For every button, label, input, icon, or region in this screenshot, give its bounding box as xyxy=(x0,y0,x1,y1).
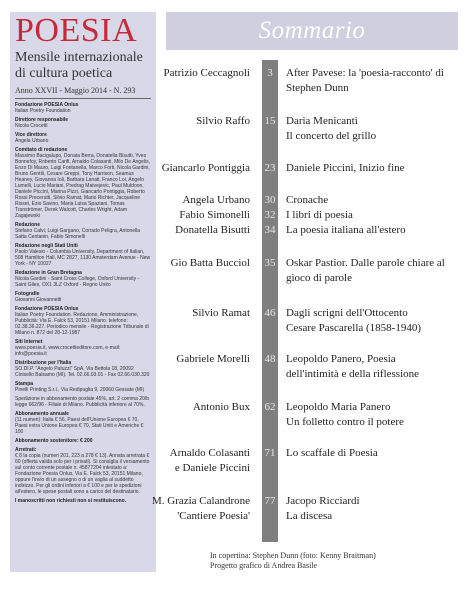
toc-title: Lo scaffale di Poesia xyxy=(286,447,378,459)
toc-page-number: 15 xyxy=(264,115,276,127)
masthead-column xyxy=(10,12,156,572)
masthead-section-title: Siti Internet xyxy=(15,339,43,345)
masthead-section-body: Massimo Bacigalupo, Donata Berra, Donatella Bisutti, Yves Bonnefoy, Roberto Carifi, Arnaldo Colasanti, Milo De Angelis, Enzo Di Mauro, Luigi Fontanella, Marco Forti, Nicola Gardini, Bruno Gentili, Cesare Greppi, Tony Harrison, Seamus Heaney, Giovanna Ioli, Barbara Lanati, Franco Loi, Angelo Lumelli, Lucio Mariani, Predrag Matvejevic, Paul Muldoon, Daniele Piccini, Marina Pizzi, Giancarlo Pontiggia, Roberto Rossi Precerutti, Silvio Ramat, Mario Richter, Jacqueline Risset, Ezio Savino, Maria Luisa Spaziani, Tomas Tranströmer, Derek Walcott, Charles Wright, Adam Zagajewski xyxy=(15,153,150,219)
masthead-section-body: Italian Poetry Foundation. Redazione, Amministrazione, Pubblicità: Via E. Falck 53, 20151 Milano. telefono: 02.38.36.227. Periodico mensile - Registrazione Tribunale di Milano n. 872 del 28-12-1987 xyxy=(15,312,149,336)
masthead-section-body: Nicola Crocetti xyxy=(15,123,48,129)
masthead-section-body: Pinelli Printing S.r.l., Via Redipuglia 9, 20060 Gessate (MI) xyxy=(15,387,145,393)
masthead-section xyxy=(15,339,151,357)
toc-page-number: 46 xyxy=(264,307,276,319)
magazine-logo: POESIA xyxy=(15,12,138,49)
sommario-header xyxy=(166,12,458,50)
masthead-section-title: Fondazione POESIA Onlus xyxy=(15,102,79,108)
masthead-section xyxy=(15,132,151,144)
toc-author: Silvio Ramat xyxy=(192,307,250,319)
masthead-section-body: Nicola Gardini - Saint Cross College, Oxford University - Saint Giles, OX1 3LZ Oxford - Regno Unito xyxy=(15,276,140,288)
masthead-section xyxy=(15,147,151,219)
toc-title: La poesia italiana all'estero xyxy=(286,224,406,236)
masthead-section xyxy=(15,270,151,288)
masthead-section xyxy=(15,243,151,267)
toc-title: Daniele Piccini, Inizio fine xyxy=(286,162,405,174)
issue-info: Anno XXVII - Maggio 2014 - N. 293 xyxy=(15,86,136,95)
masthead-section xyxy=(15,222,151,240)
masthead-section-body: Italian Poetry Foundation xyxy=(15,108,71,114)
toc-page-number: 32 xyxy=(264,209,276,221)
masthead-section-title: Direttore responsabile xyxy=(15,117,69,123)
toc-page-number: 77 xyxy=(264,495,276,507)
masthead-section xyxy=(15,447,151,495)
toc-author: Fabio Simonelli xyxy=(179,209,250,221)
masthead-section-title: Redazione negli Stati Uniti xyxy=(15,243,78,249)
toc-page-number: 3 xyxy=(267,67,273,79)
toc-title: Daria Menicanti Il concerto del grillo xyxy=(286,115,377,142)
masthead-section-title: Redazione in Gran Bretagna xyxy=(15,270,82,276)
masthead-section-body: Paolo Valesio - Columbia University, Department of Italian, 508 Hamilton Hall, MC 2827, 1130 Amsterdam Avenue - New York - NY 10027 xyxy=(15,249,151,267)
masthead-section-body: € 8 la copia (numeri 201, 223 a 278 € 13). Annata arretrata € 60 (offerta valida solo per i privati). Si consiglia il versamento sul conto corrente postale n. 45877204 intestato a: Fondazione Poesia Onlus, Via E. Falck 53, 20151 Milano, oppure l'invio di un assegno o di un vaglia al suddetto indirizzo. Per gli ordini inferiori a € 100 e per le spedizioni all'estero, le spese postali sono a carico del destinatario. xyxy=(15,453,150,495)
masthead-section-title: Distribuzione per l'Italia xyxy=(15,360,72,366)
toc-title: After Pavese: la 'poesia-racconto' di Stephen Dunn xyxy=(286,67,444,94)
toc-author: Arnaldo Colasanti e Daniele Piccini xyxy=(169,447,250,474)
toc-title: Leopoldo Panero, Poesia dell'intimità e della riflessione xyxy=(286,353,420,380)
masthead-section xyxy=(15,381,151,393)
cover-photo-credit: In copertina: Stephen Dunn (foto: Kenny Braitman) xyxy=(210,551,376,560)
masthead-section xyxy=(15,306,151,336)
toc-page-number: 71 xyxy=(264,447,276,459)
toc-title: I libri di poesia xyxy=(286,209,353,221)
toc-page-number: 48 xyxy=(264,353,276,365)
toc-author: Gabriele Morelli xyxy=(176,353,250,365)
masthead-section-body: Angela Urbano xyxy=(15,138,49,144)
page-number-bar xyxy=(262,60,278,542)
masthead-section-body: Spedizione in abbonamento postale 45%, art. 2 comma 20/b legge 662/96 - Filiale di Milano. Pubblicità inferiore al 70%. xyxy=(15,396,149,408)
toc-author: M. Grazia Calandrone 'Cantiere Poesia' xyxy=(151,495,250,522)
masthead-section-title: Redazione xyxy=(15,222,41,228)
masthead-section-title: Arretrati: xyxy=(15,447,37,453)
masthead-section-body: Giovanni Giovannetti xyxy=(15,297,62,303)
toc-title: Cronache xyxy=(286,194,329,206)
masthead-section xyxy=(15,360,151,378)
toc-author: Donatella Bisutti xyxy=(175,224,250,236)
masthead-section xyxy=(15,102,151,114)
masthead-section-body: Stefano Calvi, Luigi Gargano, Corrado Peligra, Antonella Satta Centanin, Fabio Simonelli xyxy=(15,228,141,240)
masthead-section xyxy=(15,411,151,435)
masthead-section xyxy=(15,396,151,408)
magazine-subtitle: Mensile internazionale di cultura poetica xyxy=(15,50,143,81)
masthead-section-title: Vice direttore xyxy=(15,132,47,138)
toc-author: Antonio Bux xyxy=(192,401,250,413)
design-credit: Progetto grafico di Andrea Basile xyxy=(210,561,318,570)
masthead-section-title: Stampa xyxy=(15,381,34,387)
toc-title: Dagli scrigni dell'Ottocento Cesare Pascarella (1858-1940) xyxy=(286,307,422,334)
masthead-section xyxy=(15,117,151,129)
toc-author: Patrizio Ceccagnoli xyxy=(163,67,250,79)
sommario-title: Sommario xyxy=(258,17,366,44)
divider xyxy=(15,98,151,99)
toc-author: Silvio Raffo xyxy=(196,115,250,127)
toc-author: Angela Urbano xyxy=(182,194,250,206)
masthead-section-title: Fotografie xyxy=(15,291,40,297)
toc-author: Gio Batta Bucciol xyxy=(170,257,250,269)
masthead-section-title: Abbonamento annuale xyxy=(15,411,69,417)
masthead-section-title: Comitato di redazione xyxy=(15,147,68,153)
cover-credits xyxy=(210,551,460,571)
masthead-section-title: Abbonamento sostenitore: € 200 xyxy=(15,438,93,444)
masthead-section-body: SO.DI.P. "Angelo Patuzzi" SpA, Via Bettola 18, 20092 Cinisello Balsamo (MI). Tel. 02.66.03.01 - Fax 02.66.030.320 xyxy=(15,366,150,378)
masthead-section-body: www.poesia.it, www.crocettieditore.com, e-mail: info@poesia.it xyxy=(15,345,121,357)
toc-title: Leopoldo Maria Panero Un folletto contro il potere xyxy=(286,401,404,428)
toc-page-number: 62 xyxy=(264,401,276,413)
masthead-section-body: (11 numeri): Italia € 56, Paesi dell'Unione Europea € 70, Paesi extra Unione Europea € 70, Stati Uniti e Americhe € 100 xyxy=(15,417,144,435)
toc-page-number: 34 xyxy=(264,224,276,236)
masthead-section-title: Fondazione POESIA Onlus xyxy=(15,306,79,312)
toc-title: Jacopo Ricciardi La discesa xyxy=(286,495,360,522)
toc-title: Oskar Pastior. Dalle parole chiare al gioco di parole xyxy=(286,257,445,284)
masthead-sections xyxy=(15,102,151,495)
masthead-section xyxy=(15,291,151,303)
toc-page-number: 30 xyxy=(264,194,276,206)
manuscripts-note: I manoscritti non richiesti non si restituiscono. xyxy=(15,498,127,504)
toc-author: Giancarlo Pontiggia xyxy=(161,162,250,174)
toc-page-number: 23 xyxy=(264,162,276,174)
masthead-section xyxy=(15,438,151,444)
toc-page-number: 35 xyxy=(264,257,276,269)
